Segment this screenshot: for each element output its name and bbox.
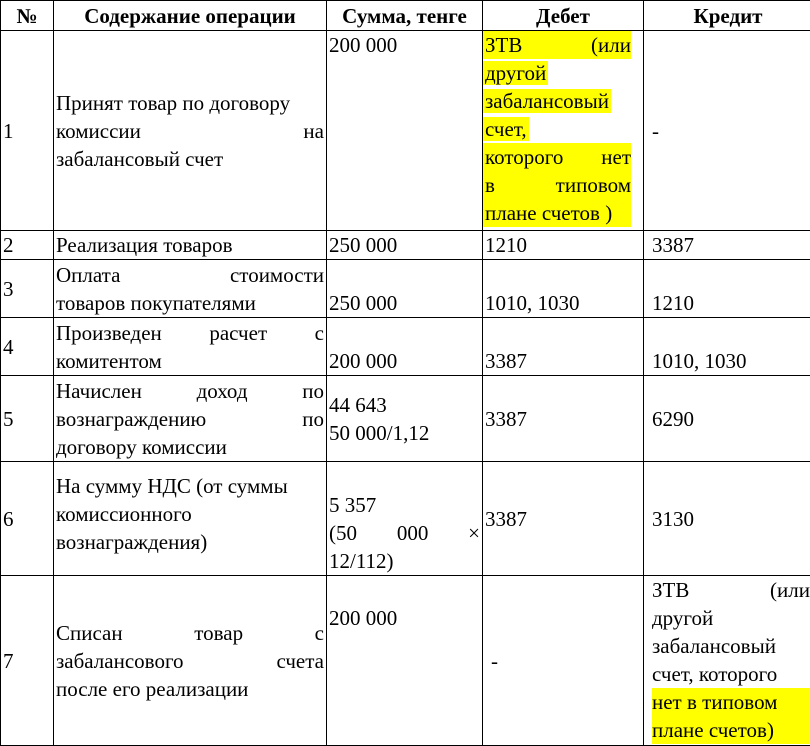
credit-cell <box>644 31 810 231</box>
header-operation: Содержание операции <box>54 1 327 31</box>
credit-cell <box>644 318 810 376</box>
credit-line: нет в типовом <box>652 688 810 716</box>
table-row <box>1 376 810 462</box>
credit-line: другой <box>652 604 810 632</box>
table-row <box>1 318 810 376</box>
sum-line: 12/112) <box>329 547 480 575</box>
sum-cell <box>327 318 483 376</box>
header-number: № <box>1 1 54 31</box>
sum-line: 50 000/1,12 <box>329 419 480 447</box>
debit-line: 1210 <box>485 231 641 259</box>
credit-line: 6290 <box>652 405 810 433</box>
debit-line: счет, <box>483 117 529 141</box>
debit-line: в типовом <box>483 171 631 199</box>
header-sum: Сумма, тенге <box>327 1 483 31</box>
sum-line: 200 000 <box>329 31 480 59</box>
operation-cell <box>54 318 327 376</box>
operation-line: забалансового счета <box>56 647 324 675</box>
sum-cell <box>327 376 483 462</box>
debit-line: плане счетов ) <box>483 199 631 227</box>
debit-cell <box>483 462 644 576</box>
row-number: 2 <box>1 231 54 260</box>
debit-line-wrap <box>483 59 641 87</box>
operation-line: Реализация товаров <box>56 231 324 259</box>
credit-cell <box>644 231 810 260</box>
operation-cell <box>54 376 327 462</box>
sum-cell <box>327 260 483 318</box>
credit-cell <box>644 376 810 462</box>
table-row <box>1 462 810 576</box>
operation-cell <box>54 260 327 318</box>
debit-line: ЗТВ (или <box>483 31 631 59</box>
row-number: 1 <box>1 31 54 231</box>
operation-cell <box>54 462 327 576</box>
table-row <box>1 260 810 318</box>
sum-cell <box>327 462 483 576</box>
debit-line: другой <box>483 61 548 85</box>
header-credit: Кредит <box>644 1 810 31</box>
operation-line: Оплата стоимости <box>56 261 324 289</box>
operation-line: забалансовый счет <box>56 145 324 173</box>
operation-line: вознаграждению по <box>56 405 324 433</box>
table-row <box>1 576 810 746</box>
debit-line: - <box>491 647 641 675</box>
debit-line: 3387 <box>485 347 641 375</box>
credit-line: забалансовый <box>652 632 810 660</box>
debit-line: забалансовый <box>483 89 611 113</box>
sum-cell <box>327 31 483 231</box>
debit-line: которого нет <box>483 143 631 171</box>
sum-cell <box>327 231 483 260</box>
operation-line: Начислен доход по <box>56 377 324 405</box>
debit-cell <box>483 260 644 318</box>
debit-cell <box>483 576 644 746</box>
credit-line: 1010, 1030 <box>652 347 810 375</box>
operation-line: товаров покупателями <box>56 289 324 317</box>
credit-line: счет, которого <box>652 660 810 688</box>
credit-cell <box>644 576 810 746</box>
sum-line: 200 000 <box>329 604 480 632</box>
operation-cell <box>54 576 327 746</box>
credit-cell <box>644 462 810 576</box>
operation-line: На сумму НДС (от суммы <box>56 472 324 500</box>
operation-line: комитентом <box>56 347 324 375</box>
sum-line: (50 000 × <box>329 519 480 547</box>
operation-line: Списан товар с <box>56 619 324 647</box>
row-number: 7 <box>1 576 54 746</box>
row-number: 6 <box>1 462 54 576</box>
debit-cell <box>483 376 644 462</box>
sum-line: 5 357 <box>329 491 480 519</box>
table-row <box>1 31 810 231</box>
sum-line: 250 000 <box>329 289 480 317</box>
row-number: 4 <box>1 318 54 376</box>
debit-cell <box>483 231 644 260</box>
debit-line: 3387 <box>485 505 641 533</box>
credit-line: плане счетов) <box>652 716 810 744</box>
credit-cell <box>644 260 810 318</box>
operation-cell <box>54 231 327 260</box>
credit-line: 1210 <box>652 289 810 317</box>
operation-line: вознаграждения) <box>56 528 324 556</box>
operation-line: комиссионного <box>56 500 324 528</box>
operation-line: договору комиссии <box>56 433 324 461</box>
debit-line: 3387 <box>485 405 641 433</box>
operation-line: после его реализации <box>56 675 324 703</box>
operation-cell <box>54 31 327 231</box>
debit-line: 1010, 1030 <box>485 289 641 317</box>
debit-cell <box>483 31 644 231</box>
credit-line: 3387 <box>652 231 810 259</box>
header-debit: Дебет <box>483 1 644 31</box>
debit-cell <box>483 318 644 376</box>
operation-line: Произведен расчет с <box>56 319 324 347</box>
operation-line: Принят товар по договору <box>56 89 324 117</box>
operation-line: комиссии на <box>56 117 324 145</box>
row-number: 5 <box>1 376 54 462</box>
credit-line: ЗТВ (или <box>652 576 810 604</box>
header-row <box>1 1 810 31</box>
debit-line-wrap <box>483 87 641 115</box>
sum-line: 250 000 <box>329 231 480 259</box>
credit-line: - <box>652 117 810 145</box>
table-row <box>1 231 810 260</box>
debit-line-wrap <box>483 115 641 143</box>
credit-line: 3130 <box>652 505 810 533</box>
row-number: 3 <box>1 260 54 318</box>
sum-cell <box>327 576 483 746</box>
sum-line: 200 000 <box>329 347 480 375</box>
sum-line: 44 643 <box>329 391 480 419</box>
